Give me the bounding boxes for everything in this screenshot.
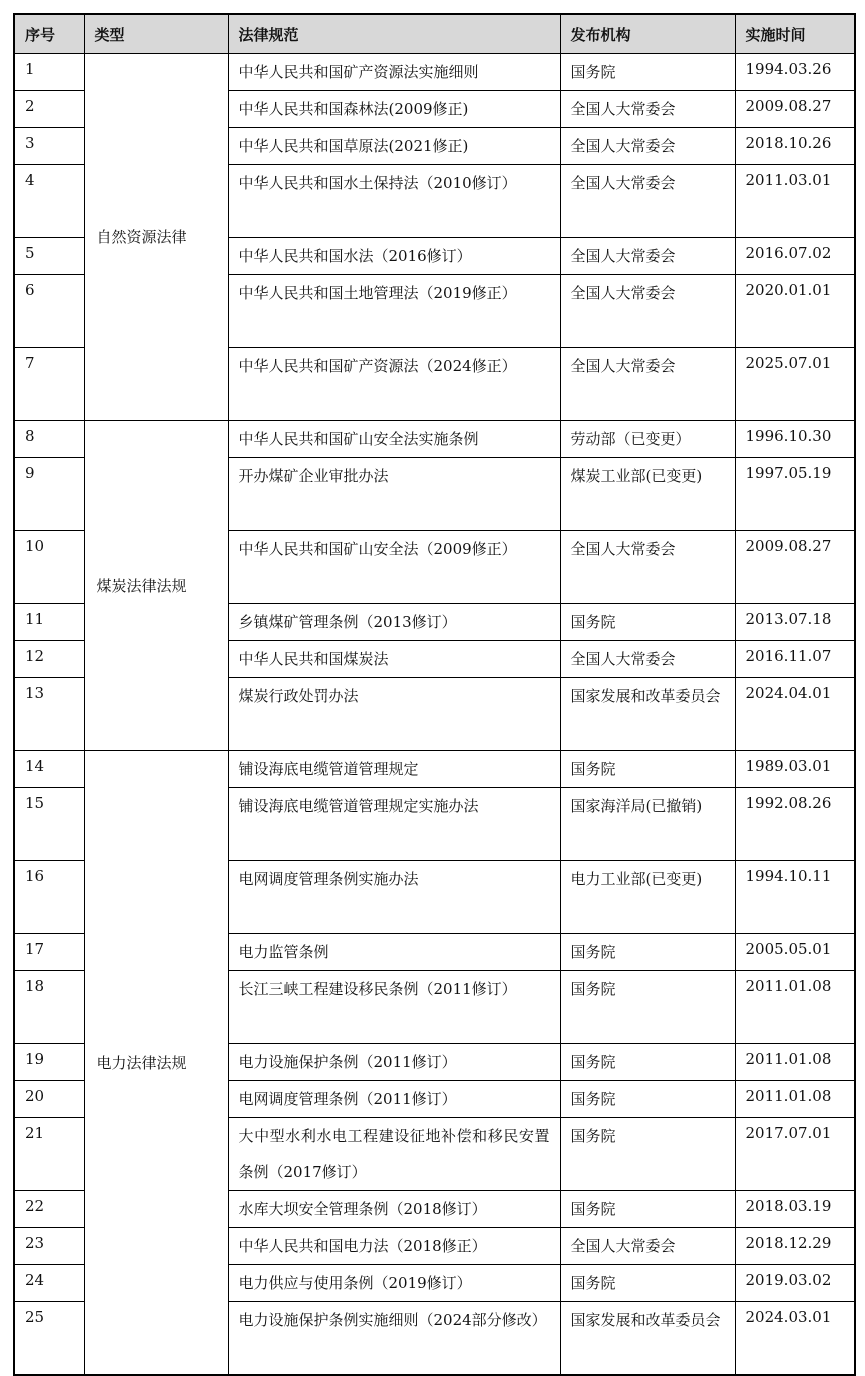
cell-law: 电力供应与使用条例（2019修订）	[228, 1265, 560, 1302]
cell-no: 11	[14, 604, 84, 641]
cell-no: 2	[14, 91, 84, 128]
cell-law: 中华人民共和国矿产资源法（2024修正）	[228, 348, 560, 421]
cell-date: 1997.05.19	[735, 458, 855, 531]
cell-issuer: 国务院	[560, 1118, 735, 1191]
cell-issuer: 全国人大常委会	[560, 91, 735, 128]
cell-no: 8	[14, 421, 84, 458]
cell-issuer: 劳动部（已变更）	[560, 421, 735, 458]
cell-date: 2018.12.29	[735, 1228, 855, 1265]
cell-date: 2011.01.08	[735, 1081, 855, 1118]
cell-no: 7	[14, 348, 84, 421]
cell-date: 2024.04.01	[735, 678, 855, 751]
cell-law: 电网调度管理条例实施办法	[228, 861, 560, 934]
cell-no: 18	[14, 971, 84, 1044]
table-body	[14, 54, 855, 1376]
cell-issuer: 国家海洋局(已撤销)	[560, 788, 735, 861]
cell-law: 电力设施保护条例（2011修订）	[228, 1044, 560, 1081]
cell-law: 开办煤矿企业审批办法	[228, 458, 560, 531]
cell-law: 乡镇煤矿管理条例（2013修订）	[228, 604, 560, 641]
cell-issuer: 全国人大常委会	[560, 165, 735, 238]
cell-date: 2005.05.01	[735, 934, 855, 971]
cell-issuer: 全国人大常委会	[560, 1228, 735, 1265]
cell-category: 电力法律法规	[84, 751, 228, 1376]
cell-date: 2011.01.08	[735, 971, 855, 1044]
header-law: 法律规范	[228, 14, 560, 54]
cell-issuer: 国务院	[560, 1044, 735, 1081]
cell-no: 5	[14, 238, 84, 275]
cell-no: 21	[14, 1118, 84, 1191]
cell-date: 2024.03.01	[735, 1302, 855, 1376]
cell-law: 中华人民共和国森林法(2009修正)	[228, 91, 560, 128]
cell-no: 19	[14, 1044, 84, 1081]
regulations-table	[13, 13, 856, 1376]
header-category: 类型	[84, 14, 228, 54]
cell-no: 17	[14, 934, 84, 971]
cell-issuer: 国务院	[560, 54, 735, 91]
table-header-row	[14, 14, 855, 54]
cell-date: 1989.03.01	[735, 751, 855, 788]
cell-date: 2017.07.01	[735, 1118, 855, 1191]
cell-issuer: 国务院	[560, 934, 735, 971]
cell-issuer: 全国人大常委会	[560, 641, 735, 678]
cell-no: 4	[14, 165, 84, 238]
table-row	[14, 421, 855, 458]
cell-law: 电力监管条例	[228, 934, 560, 971]
cell-no: 25	[14, 1302, 84, 1376]
cell-law: 铺设海底电缆管道管理规定	[228, 751, 560, 788]
cell-issuer: 国家发展和改革委员会	[560, 1302, 735, 1376]
cell-law: 长江三峡工程建设移民条例（2011修订）	[228, 971, 560, 1044]
cell-issuer: 电力工业部(已变更)	[560, 861, 735, 934]
cell-issuer: 全国人大常委会	[560, 531, 735, 604]
cell-no: 20	[14, 1081, 84, 1118]
cell-issuer: 国家发展和改革委员会	[560, 678, 735, 751]
cell-issuer: 全国人大常委会	[560, 238, 735, 275]
cell-category: 煤炭法律法规	[84, 421, 228, 751]
cell-issuer: 国务院	[560, 1191, 735, 1228]
cell-law: 铺设海底电缆管道管理规定实施办法	[228, 788, 560, 861]
cell-law: 中华人民共和国矿山安全法（2009修正）	[228, 531, 560, 604]
cell-law: 中华人民共和国草原法(2021修正)	[228, 128, 560, 165]
cell-no: 16	[14, 861, 84, 934]
cell-law: 中华人民共和国电力法（2018修正）	[228, 1228, 560, 1265]
cell-issuer: 国务院	[560, 1081, 735, 1118]
cell-no: 3	[14, 128, 84, 165]
cell-law: 中华人民共和国煤炭法	[228, 641, 560, 678]
cell-law: 中华人民共和国水土保持法（2010修订）	[228, 165, 560, 238]
header-no: 序号	[14, 14, 84, 54]
regulations-table-container	[13, 13, 856, 1376]
cell-issuer: 国务院	[560, 751, 735, 788]
header-date: 实施时间	[735, 14, 855, 54]
cell-no: 22	[14, 1191, 84, 1228]
cell-date: 2011.01.08	[735, 1044, 855, 1081]
cell-no: 12	[14, 641, 84, 678]
cell-issuer: 国务院	[560, 1265, 735, 1302]
table-row	[14, 54, 855, 91]
cell-date: 1994.03.26	[735, 54, 855, 91]
cell-no: 10	[14, 531, 84, 604]
cell-law: 中华人民共和国矿产资源法实施细则	[228, 54, 560, 91]
cell-date: 1996.10.30	[735, 421, 855, 458]
header-issuer: 发布机构	[560, 14, 735, 54]
cell-no: 23	[14, 1228, 84, 1265]
cell-date: 1992.08.26	[735, 788, 855, 861]
cell-law: 水库大坝安全管理条例（2018修订）	[228, 1191, 560, 1228]
cell-law: 电网调度管理条例（2011修订）	[228, 1081, 560, 1118]
cell-issuer: 煤炭工业部(已变更)	[560, 458, 735, 531]
table-row	[14, 751, 855, 788]
cell-issuer: 国务院	[560, 971, 735, 1044]
cell-law: 中华人民共和国水法（2016修订）	[228, 238, 560, 275]
cell-category: 自然资源法律	[84, 54, 228, 421]
cell-date: 2020.01.01	[735, 275, 855, 348]
cell-date: 2019.03.02	[735, 1265, 855, 1302]
cell-date: 2011.03.01	[735, 165, 855, 238]
cell-no: 14	[14, 751, 84, 788]
cell-issuer: 国务院	[560, 604, 735, 641]
cell-no: 9	[14, 458, 84, 531]
cell-date: 2009.08.27	[735, 531, 855, 604]
cell-no: 13	[14, 678, 84, 751]
cell-date: 2018.10.26	[735, 128, 855, 165]
cell-date: 2013.07.18	[735, 604, 855, 641]
cell-date: 2009.08.27	[735, 91, 855, 128]
cell-issuer: 全国人大常委会	[560, 128, 735, 165]
cell-law: 煤炭行政处罚办法	[228, 678, 560, 751]
cell-date: 2016.11.07	[735, 641, 855, 678]
cell-date: 1994.10.11	[735, 861, 855, 934]
cell-no: 15	[14, 788, 84, 861]
cell-no: 6	[14, 275, 84, 348]
cell-date: 2016.07.02	[735, 238, 855, 275]
cell-no: 1	[14, 54, 84, 91]
cell-law: 电力设施保护条例实施细则（2024部分修改）	[228, 1302, 560, 1376]
cell-issuer: 全国人大常委会	[560, 275, 735, 348]
cell-law: 中华人民共和国矿山安全法实施条例	[228, 421, 560, 458]
cell-date: 2025.07.01	[735, 348, 855, 421]
cell-date: 2018.03.19	[735, 1191, 855, 1228]
cell-no: 24	[14, 1265, 84, 1302]
cell-issuer: 全国人大常委会	[560, 348, 735, 421]
cell-law: 大中型水利水电工程建设征地补偿和移民安置条例（2017修订）	[228, 1118, 560, 1191]
cell-law: 中华人民共和国土地管理法（2019修正）	[228, 275, 560, 348]
